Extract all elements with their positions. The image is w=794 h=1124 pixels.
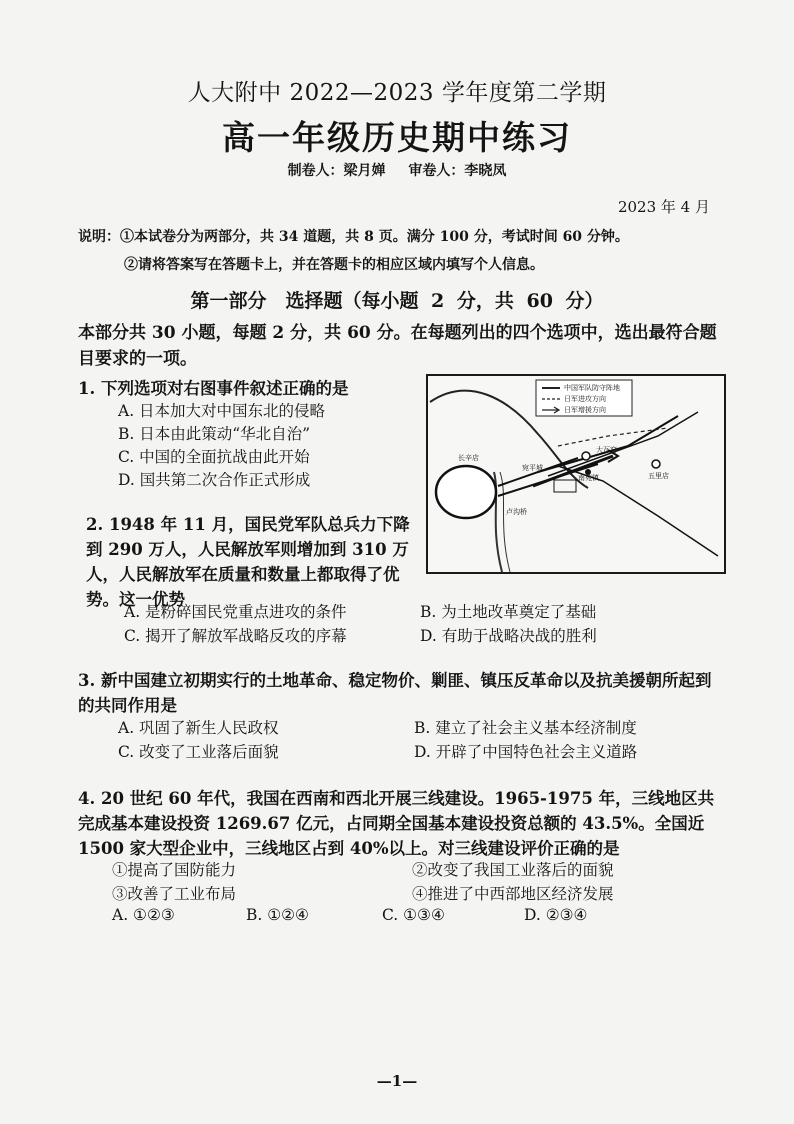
- q4-statement-1: ①提高了国防能力: [112, 861, 237, 879]
- q4-stem: 4. 20 世纪 60 年代，我国在西南和西北开展三线建设。1965-1975 年，三线地区共完成基本建设投资 1269.67 亿元，占同期全国基本建设投资总额的 43.5%。全国近 1500 家大型企业中，三线地区占到 40%以上。对三线建设评价正确的是: [78, 789, 715, 858]
- instruction-line-2: ②请将答案写在答题卡上，并在答题卡的相应区域内填写个人信息。: [124, 257, 544, 273]
- q4-option-b: B. ①②④: [246, 906, 309, 924]
- q2-option-b: B. 为土地改革奠定了基础: [420, 603, 597, 621]
- q4-statement-3: ③改善了工业布局: [112, 885, 237, 903]
- map-hatched-area: [554, 480, 576, 492]
- q4-statement-2: ②改变了我国工业落后的面貌: [412, 861, 614, 879]
- map-place-marker-2: [652, 460, 660, 468]
- map-river-bank: [500, 472, 510, 572]
- q4-option-a: A. ①②③: [112, 906, 175, 924]
- q4-option-c: C. ①③④: [382, 906, 445, 924]
- q1-option-d: D. 国共第二次合作正式形成: [118, 471, 311, 489]
- exam-title: 高一年级历史期中练习: [222, 118, 572, 157]
- page-number: —1—: [376, 1072, 418, 1090]
- instruction-line-1: 说明：①本试卷分为两部分，共 34 道题，共 8 页。满分 100 分，考试时间 60 分钟。: [78, 229, 629, 245]
- q4-option-d: D. ②③④: [524, 906, 588, 924]
- map-road-line: [548, 412, 698, 476]
- section-title: 第一部分 选择题（每小题 2 分，共 60 分）: [190, 290, 604, 312]
- q4-statement-4: ④推进了中西部地区经济发展: [412, 885, 614, 903]
- q1-option-b: B. 日本由此策动“华北自治”: [118, 425, 311, 443]
- map-city-outline: [436, 466, 496, 518]
- q1-option-a: A. 日本加大对中国东北的侵略: [118, 402, 326, 420]
- author-line: 制卷人：梁月婵 审卷人：李晓凤: [287, 163, 507, 179]
- map-dashed-route: [558, 428, 668, 446]
- map-place-marker-1: [582, 452, 590, 460]
- q2-option-d: D. 有助于战略决战的胜利: [420, 627, 597, 645]
- section-intro: 本部分共 30 小题，每题 2 分，共 60 分。在每题列出的四个选项中，选出最符合题目要求的一项。: [78, 323, 717, 369]
- q3-stem: 3. 新中国建立初期实行的土地革命、稳定物价、剿匪、镇压反革命以及抗美援朝所起到的共同作用是: [78, 671, 712, 715]
- map-label-1: 大瓦窑: [596, 446, 617, 454]
- q3-option-b: B. 建立了社会主义基本经济制度: [414, 719, 637, 737]
- legend-text-3: 日军增援方向: [564, 406, 606, 414]
- exam-date: 2023 年 4 月: [617, 198, 710, 216]
- map-label-4: 宛平城: [522, 464, 543, 472]
- map-label-3: 五里店: [648, 472, 669, 480]
- school-year-line: 人大附中 2022—2023 学年度第二学期: [187, 80, 607, 106]
- q1-option-c: C. 中国的全面抗战由此开始: [118, 448, 310, 466]
- map-label-6: 长辛店: [458, 454, 479, 462]
- map-label-5: 卢沟桥: [506, 508, 527, 516]
- legend-text-1: 中国军队防守阵地: [564, 384, 620, 392]
- q2-option-c: C. 揭开了解放军战略反攻的序幕: [124, 627, 347, 645]
- legend-text-2: 日军进攻方向: [564, 395, 606, 403]
- q3-option-a: A. 巩固了新生人民政权: [118, 719, 279, 737]
- lugou-bridge-map: [428, 376, 724, 572]
- q3-option-d: D. 开辟了中国特色社会主义道路: [414, 743, 638, 761]
- q2-option-a: A. 是粉碎国民党重点进攻的条件: [124, 603, 347, 621]
- map-figure: [426, 374, 726, 574]
- map-label-2: 南苑镇: [578, 474, 599, 482]
- q2-stem: 2. 1948 年 11 月，国民党军队总兵力下降到 290 万人，人民解放军则增加到 310 万人，人民解放军在质量和数量上都取得了优势。这一优势: [86, 515, 410, 609]
- q3-option-c: C. 改变了工业落后面貌: [118, 743, 279, 761]
- q1-stem: 1. 下列选项对右图事件叙述正确的是: [78, 379, 349, 398]
